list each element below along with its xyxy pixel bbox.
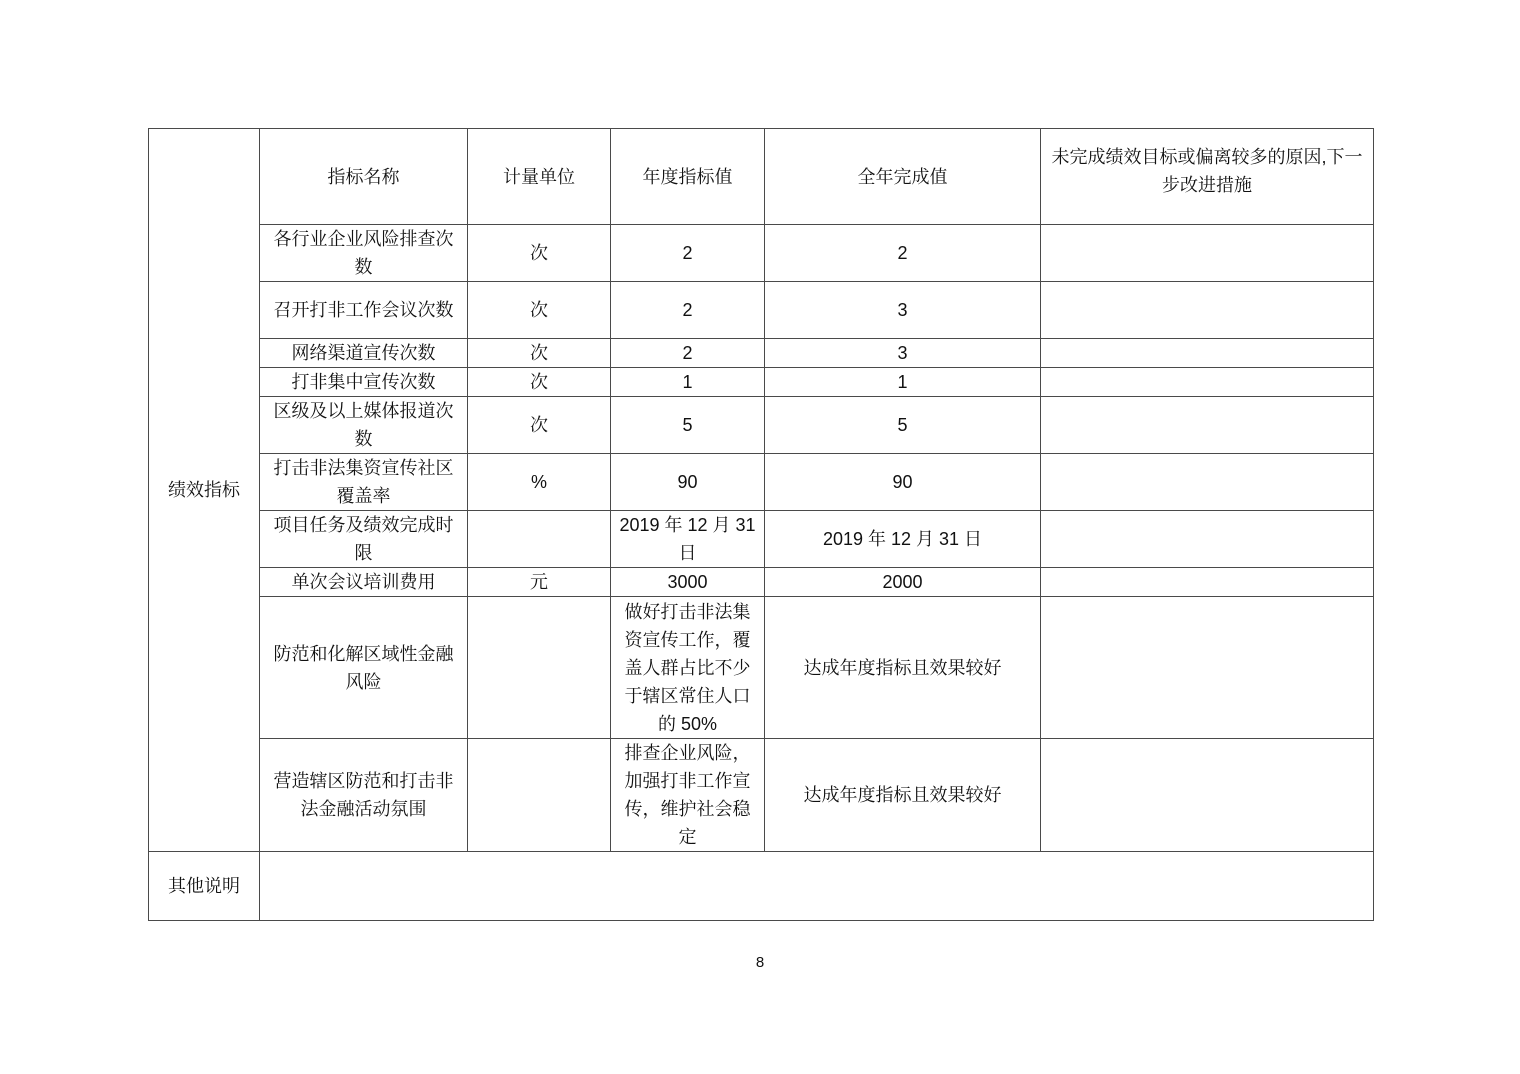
indicator-name-cell: 营造辖区防范和打击非法金融活动氛围 [260,739,468,852]
target-cell: 90 [611,454,765,511]
actual-cell: 达成年度指标且效果较好 [765,597,1041,739]
table-row [149,597,1374,739]
table-header-row [149,129,1374,225]
unit-cell [468,739,611,852]
header-annual-actual: 全年完成值 [765,129,1041,225]
table-row [149,339,1374,368]
unit-cell: 次 [468,282,611,339]
indicator-name-cell: 区级及以上媒体报道次数 [260,397,468,454]
reason-cell [1041,568,1374,597]
header-indicator-name: 指标名称 [260,129,468,225]
actual-cell: 2000 [765,568,1041,597]
target-cell: 2 [611,225,765,282]
reason-cell [1041,597,1374,739]
unit-cell: 次 [468,339,611,368]
table-row [149,454,1374,511]
unit-cell: % [468,454,611,511]
actual-cell: 2 [765,225,1041,282]
indicator-name-cell: 网络渠道宣传次数 [260,339,468,368]
reason-cell [1041,368,1374,397]
actual-cell: 90 [765,454,1041,511]
actual-cell: 2019 年 12 月 31 日 [765,511,1041,568]
reason-cell [1041,454,1374,511]
indicator-name-cell: 打击非法集资宣传社区覆盖率 [260,454,468,511]
table-row [149,282,1374,339]
actual-cell: 1 [765,368,1041,397]
indicator-name-cell: 召开打非工作会议次数 [260,282,468,339]
reason-cell [1041,397,1374,454]
unit-cell: 次 [468,368,611,397]
header-unit: 计量单位 [468,129,611,225]
actual-cell: 3 [765,282,1041,339]
other-notes-value [260,852,1374,921]
indicator-name-cell: 单次会议培训费用 [260,568,468,597]
target-cell: 排查企业风险，加强打非工作宣传，维护社会稳定 [611,739,765,852]
target-cell: 1 [611,368,765,397]
target-cell: 5 [611,397,765,454]
reason-cell [1041,225,1374,282]
header-annual-target: 年度指标值 [611,129,765,225]
table-row [149,225,1374,282]
indicator-name-cell: 各行业企业风险排查次数 [260,225,468,282]
target-cell: 2019 年 12 月 31 日 [611,511,765,568]
unit-cell [468,511,611,568]
target-cell: 2 [611,339,765,368]
target-cell: 做好打击非法集资宣传工作，覆盖人群占比不少于辖区常住人口的 50% [611,597,765,739]
unit-cell [468,597,611,739]
actual-cell: 3 [765,339,1041,368]
target-cell: 2 [611,282,765,339]
reason-cell [1041,739,1374,852]
other-notes-label: 其他说明 [149,852,260,921]
actual-cell: 5 [765,397,1041,454]
target-cell: 3000 [611,568,765,597]
unit-cell: 元 [468,568,611,597]
indicator-name-cell: 打非集中宣传次数 [260,368,468,397]
table-row [149,397,1374,454]
table-row [149,568,1374,597]
table-row [149,739,1374,852]
unit-cell: 次 [468,225,611,282]
reason-cell [1041,339,1374,368]
indicator-name-cell: 项目任务及绩效完成时限 [260,511,468,568]
table-row [149,511,1374,568]
reason-cell [1041,282,1374,339]
header-reason: 未完成绩效目标或偏离较多的原因,下一步改进措施 [1041,129,1374,225]
indicator-name-cell: 防范和化解区域性金融风险 [260,597,468,739]
reason-cell [1041,511,1374,568]
unit-cell: 次 [468,397,611,454]
table-row [149,368,1374,397]
performance-indicator-table [148,128,1374,921]
actual-cell: 达成年度指标且效果较好 [765,739,1041,852]
page-number: 8 [755,954,765,971]
section-label-cell: 绩效指标 [149,129,260,852]
other-notes-row [149,852,1374,921]
